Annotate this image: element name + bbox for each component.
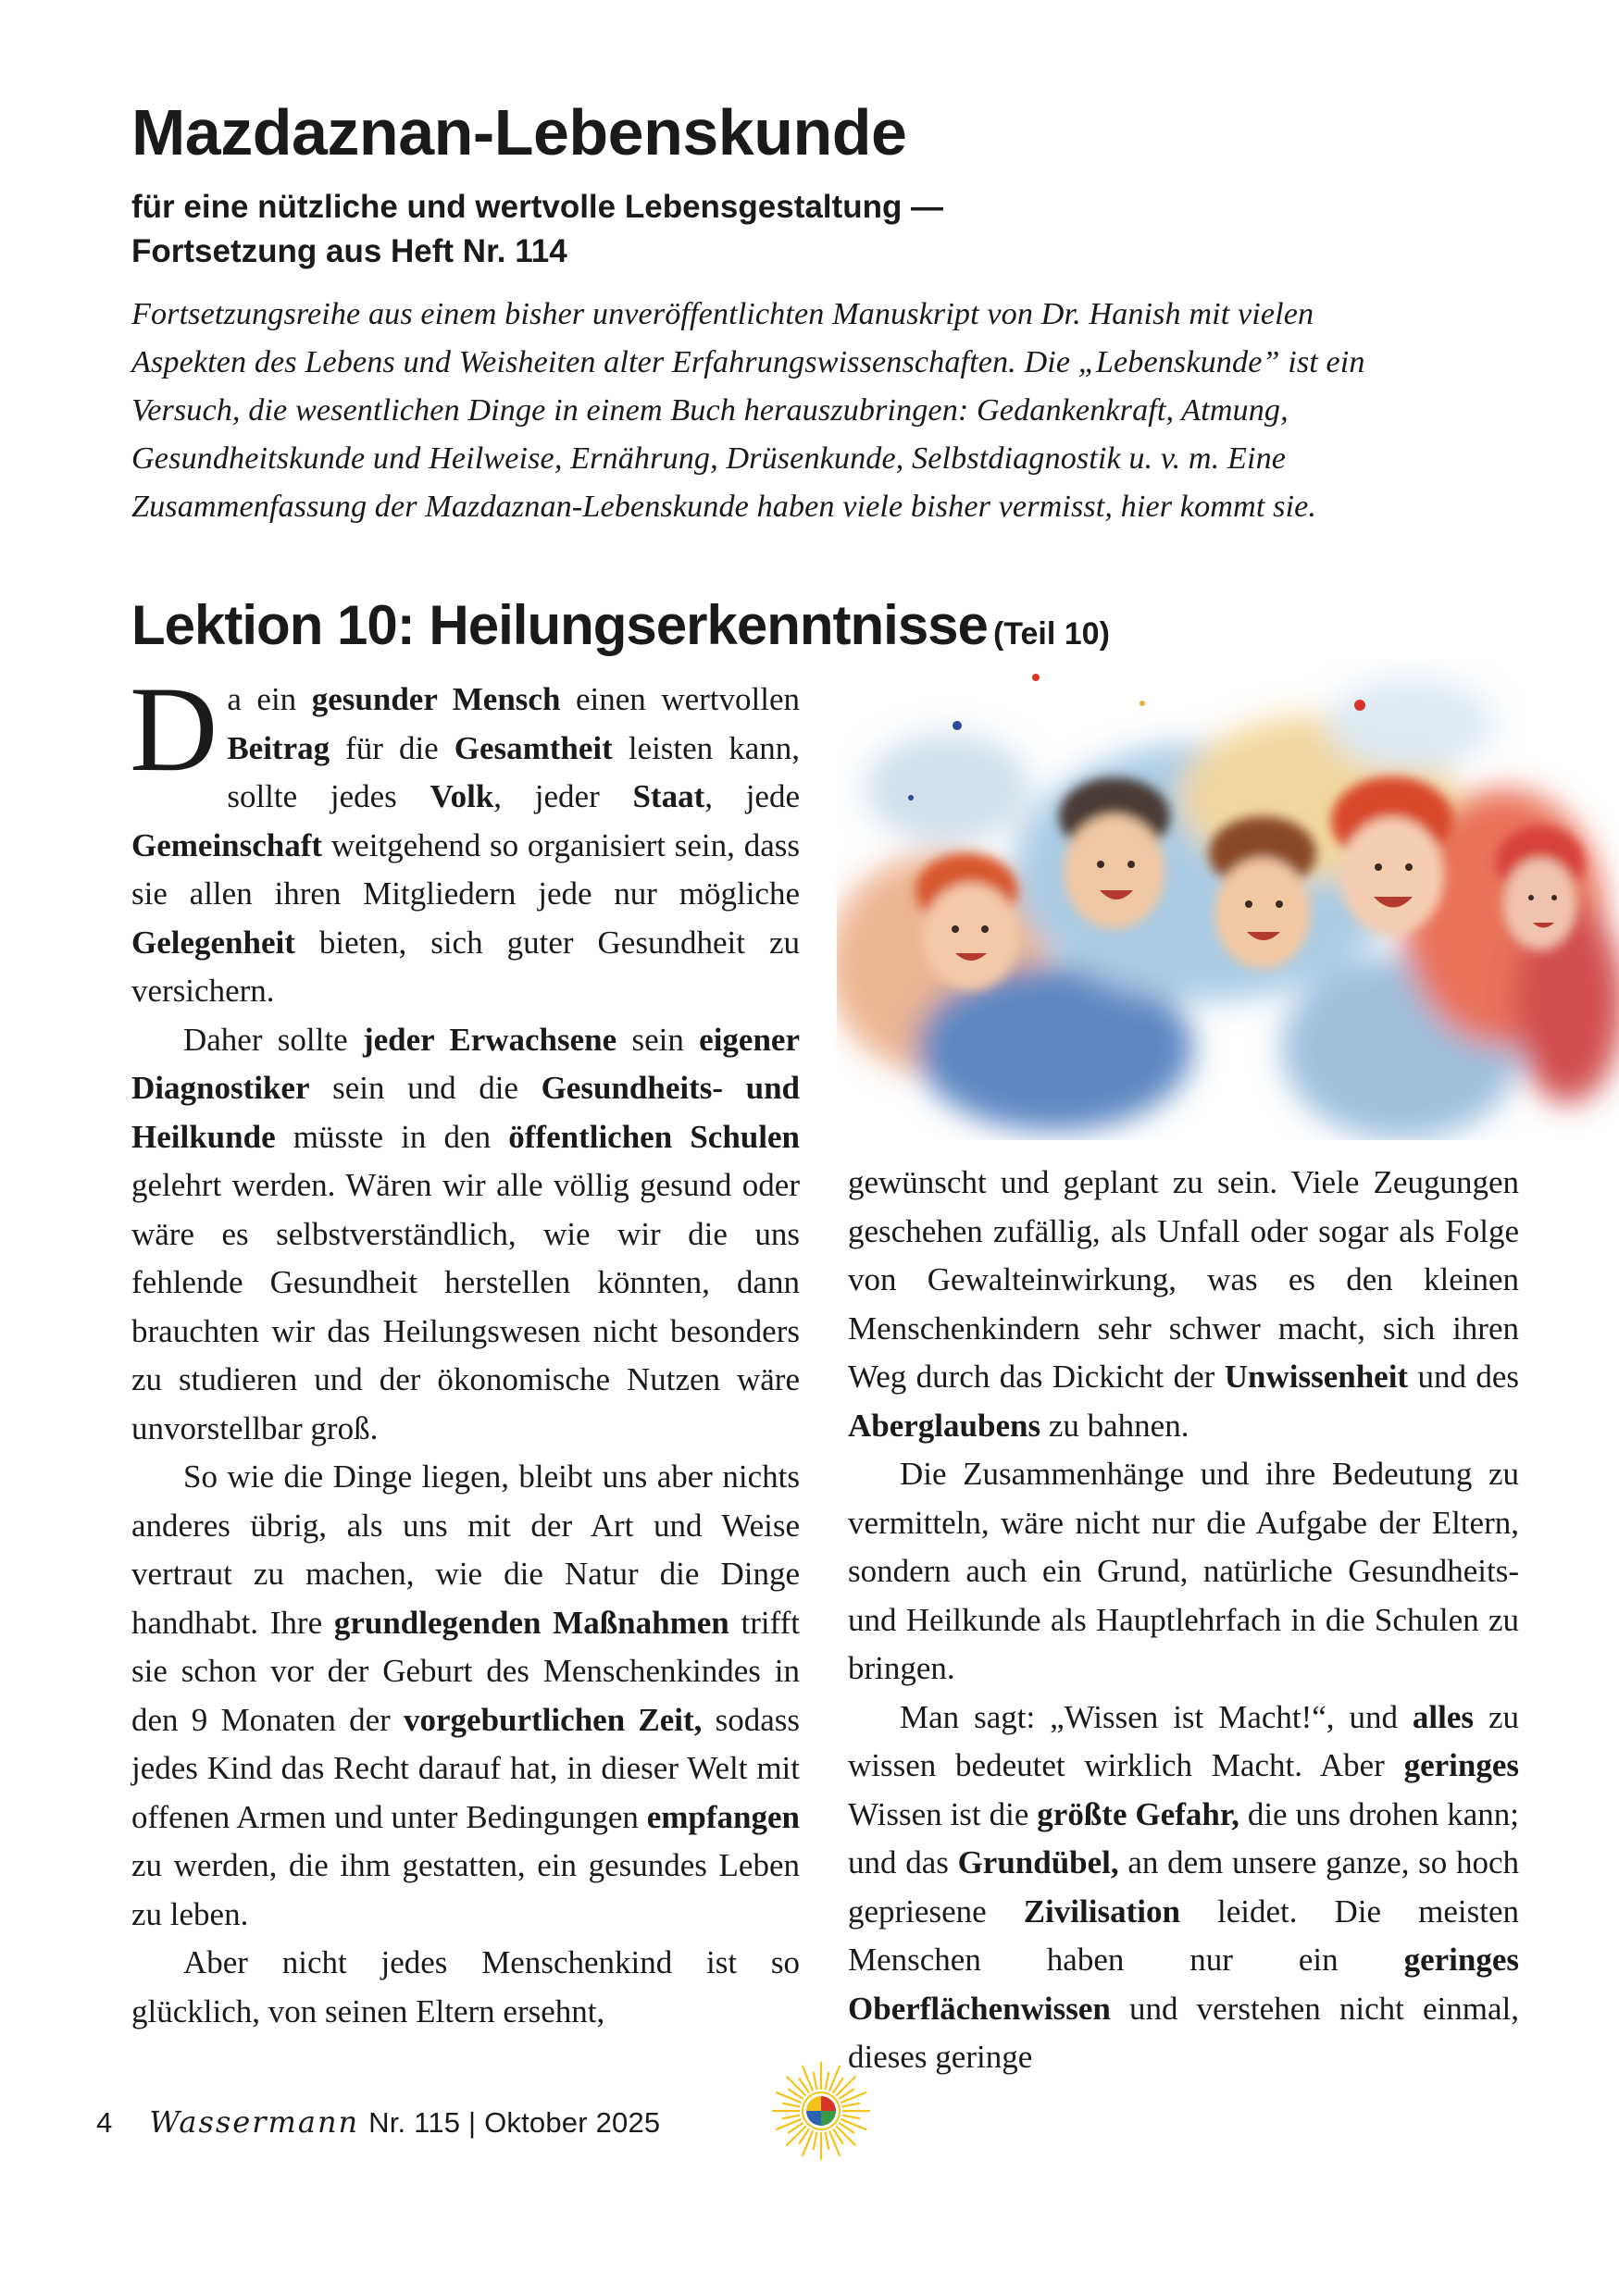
subtitle-line: für eine nützliche und wertvolle Lebensgestaltung — bbox=[131, 189, 944, 225]
page-footer bbox=[96, 2104, 660, 2140]
article-subtitle bbox=[131, 185, 943, 274]
sun-ray bbox=[837, 2077, 855, 2095]
sun-ray bbox=[787, 2077, 805, 2095]
magazine-name: Wassermann bbox=[149, 2104, 360, 2140]
bold-term: Gesundheits- und Heilkunde bbox=[131, 1070, 801, 1155]
bold-term: Volk bbox=[430, 778, 494, 814]
body-paragraph bbox=[131, 1453, 800, 1939]
body-paragraph bbox=[848, 1159, 1519, 1450]
article-title: Mazdaznan-Lebenskunde bbox=[131, 96, 907, 168]
body-paragraph bbox=[131, 1016, 800, 1454]
lesson-title: Lektion 10: Heilungserkenntnisse bbox=[131, 594, 988, 656]
text-run: an dem unsere ganze, so hoch gepriesene bbox=[848, 1844, 1520, 1930]
sun-ray bbox=[843, 2104, 860, 2107]
bold-term: geringes Oberflächenwissen bbox=[848, 1942, 1519, 2027]
left-column bbox=[130, 661, 801, 2036]
bold-term: öffentlichen Schulen bbox=[508, 1118, 801, 1155]
text-run: Aber nicht jedes Menschenkind ist so glücklich, von seinen Eltern ersehnt, bbox=[131, 1944, 800, 2029]
bold-term: Aberglaubens bbox=[848, 1407, 1041, 1444]
bold-term: gesunder Mensch bbox=[311, 681, 561, 717]
text-run: zu werden, die ihm gestatten, ein gesundes Leben zu leben. bbox=[131, 1847, 800, 1932]
bold-term: eigener Diagnostiker bbox=[131, 1021, 800, 1106]
text-run: , jeder bbox=[493, 778, 633, 814]
sun-ray bbox=[783, 2116, 800, 2119]
text-run: gewünscht und geplant zu sein. Viele Zeugungen geschehen zufällig, als Unfall oder sogar als Folge von Gewalteinwirkung, was es den kleinen Menschenkindern sehr schwer macht, sich ihren Weg durch das Dickicht der bbox=[848, 1164, 1519, 1395]
drop-cap: D bbox=[130, 661, 218, 797]
text-run: und verstehen nicht einmal, dieses geringe bbox=[848, 1990, 1519, 2075]
bold-term: größte Gefahr, bbox=[1037, 1795, 1239, 1832]
sun-ray bbox=[837, 2127, 855, 2145]
sun-ray bbox=[843, 2116, 860, 2119]
text-run: sein bbox=[616, 1021, 700, 1058]
lesson-part: (Teil 10) bbox=[992, 616, 1110, 652]
sun-ray bbox=[814, 2073, 817, 2090]
text-run: sein und die bbox=[309, 1070, 542, 1106]
text-run: die uns drohen kann; und das bbox=[848, 1795, 1519, 1880]
sun-logo-icon bbox=[770, 2060, 872, 2162]
text-run: , jede bbox=[704, 778, 801, 814]
bold-term: Gesamtheit bbox=[454, 729, 613, 766]
text-run: Wissen ist die bbox=[848, 1795, 1038, 1832]
bold-term: Gelegenheit bbox=[131, 924, 295, 961]
bold-term: Gemeinschaft bbox=[131, 826, 323, 863]
right-column bbox=[848, 1159, 1519, 2082]
children-watercolor-illustration bbox=[837, 659, 1619, 1140]
bold-term: Staat bbox=[632, 778, 705, 814]
issue-info: Nr. 115 | Oktober 2025 bbox=[368, 2106, 661, 2139]
intro-paragraph bbox=[131, 291, 1520, 531]
bold-term: geringes bbox=[1403, 1747, 1519, 1783]
bold-term: Zivilisation bbox=[1023, 1893, 1180, 1930]
text-run: So wie die Dinge liegen, bleibt uns aber nichts anderes übrig, als uns mit der Art und Weise vertraut zu machen, wie die Natur die Dinge handhabt. Ihre bbox=[131, 1458, 800, 1641]
text-run: zu bahnen. bbox=[1040, 1407, 1189, 1444]
text-run: trifft sie schon vor der Geburt des Menschenkindes in den 9 Monaten der bbox=[131, 1604, 800, 1738]
text-run: einen wertvollen bbox=[560, 681, 801, 717]
text-run: a ein bbox=[227, 681, 312, 717]
text-run: Die Zusammenhänge und ihre Bedeutung zu vermitteln, wäre nicht nur die Aufgabe der Eltern, sondern auch ein Grund, natürliche Gesundheits- und Heilkunde als Hauptlehrfach in die Schulen zu bringen. bbox=[848, 1456, 1519, 1686]
intro-line: Aspekten des Lebens und Weisheiten alter Erfahrungswissenschaften. Die „Lebenskunde” ist ein bbox=[131, 345, 1365, 379]
intro-line: Gesundheitskunde und Heilweise, Ernährung, Drüsenkunde, Selbstdiagnostik u. v. m. Eine bbox=[131, 441, 1287, 476]
body-paragraph bbox=[131, 1939, 800, 2036]
body-paragraph bbox=[130, 661, 801, 1016]
bold-term: Grundübel, bbox=[957, 1844, 1119, 1880]
subtitle-line: Fortsetzung aus Heft Nr. 114 bbox=[131, 233, 567, 269]
bold-term: empfangen bbox=[646, 1798, 800, 1835]
sun-ray bbox=[787, 2127, 805, 2145]
text-run: gelehrt werden. Wären wir alle völlig gesund oder wäre es selbstverständlich, wie wir die uns fehlende Gesundheit herstellen könnten, dann brauchten wir das Heilungswesen nicht besonders zu studieren und der ökonomische Nutzen wäre unvorstellbar groß. bbox=[131, 1167, 800, 1446]
intro-line: Fortsetzungsreihe aus einem bisher unveröffentlichten Manuskript von Dr. Hanish mit vielen bbox=[131, 297, 1314, 331]
intro-line: Zusammenfassung der Mazdaznan-Lebenskunde haben viele bisher vermisst, hier kommt sie. bbox=[131, 490, 1317, 524]
bold-term: Unwissenheit bbox=[1224, 1359, 1409, 1395]
text-run: leisten kann, sollte jedes bbox=[227, 729, 800, 814]
text-run: zu wissen bedeutet wirklich Macht. Aber bbox=[848, 1698, 1519, 1783]
body-paragraph bbox=[848, 1694, 1519, 2082]
text-run: sodass jedes Kind das Recht darauf hat, in dieser Welt mit offenen Armen und unter Bedingungen bbox=[131, 1701, 801, 1835]
bold-term: Beitrag bbox=[227, 729, 330, 766]
sun-ray bbox=[814, 2133, 817, 2150]
text-run: bieten, sich guter Gesundheit zu versichern. bbox=[131, 924, 800, 1009]
page-number: 4 bbox=[96, 2106, 113, 2139]
text-run: weitgehend so organisiert sein, dass sie allen ihren Mitgliedern jede nur mögliche bbox=[131, 826, 800, 912]
text-run: und des bbox=[1408, 1359, 1520, 1395]
bold-term: grundlegenden Maßnahmen bbox=[333, 1604, 729, 1641]
text-run: leidet. Die meisten Menschen haben nur ein bbox=[848, 1893, 1519, 1978]
text-run: müsste in den bbox=[275, 1118, 509, 1155]
text-run: Man sagt: „Wissen ist Macht!“, und bbox=[900, 1698, 1413, 1735]
body-paragraph bbox=[848, 1450, 1519, 1694]
text-run: Daher sollte bbox=[183, 1021, 363, 1058]
intro-line: Versuch, die wesentlichen Dinge in einem Buch herauszubringen: Gedankenkraft, Atmung, bbox=[131, 393, 1289, 428]
sun-ray bbox=[826, 2133, 829, 2150]
sun-ray bbox=[783, 2104, 800, 2107]
lesson-heading bbox=[131, 594, 1110, 656]
sun-ray bbox=[826, 2073, 829, 2090]
bold-term: jeder Erwachsene bbox=[362, 1021, 617, 1058]
text-run: für die bbox=[330, 729, 455, 766]
bold-term: vorgeburtlichen Zeit, bbox=[404, 1701, 703, 1738]
bold-term: alles bbox=[1412, 1698, 1475, 1735]
